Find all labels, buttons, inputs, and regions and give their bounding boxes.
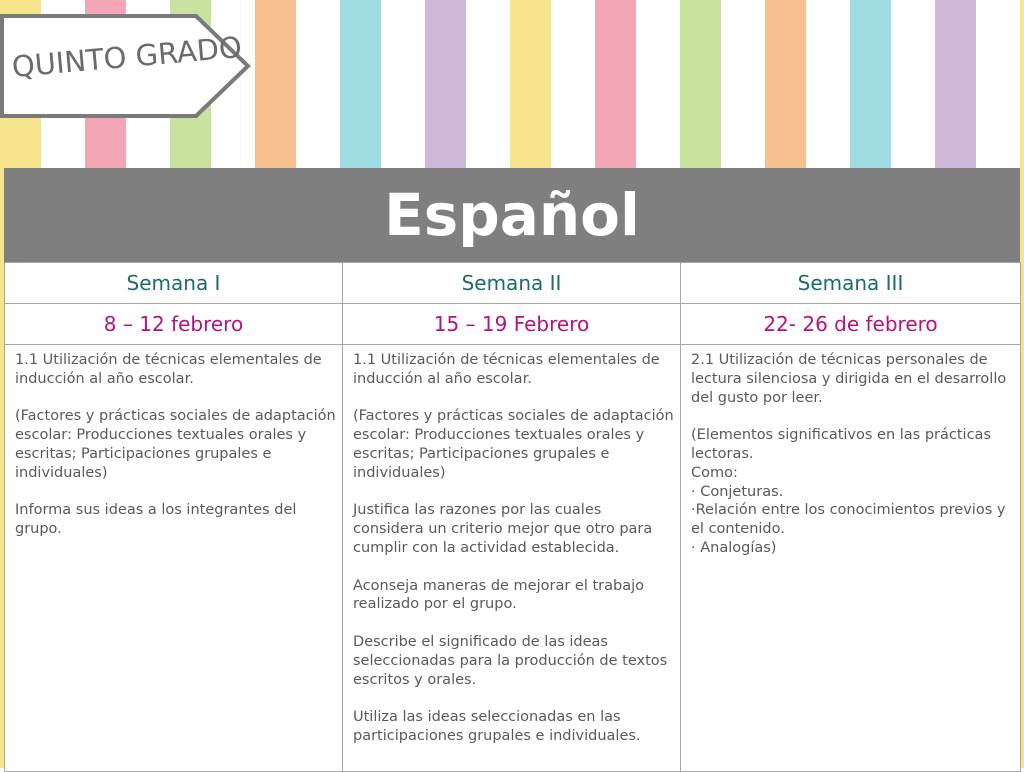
content-paragraph: (Elementos significativos en las prácticas lectoras. Como: · Conjeturas. ·Relación entre los conocimientos previos y el contenido. · Analogías) <box>691 427 1006 556</box>
content-paragraph: Aconseja maneras de mejorar el trabajo realizado por el grupo. <box>353 577 645 613</box>
week-dates-2: 15 – 19 Febrero <box>343 304 681 345</box>
dates-row <box>5 304 1021 345</box>
content-paragraph: (Factores y prácticas sociales de adaptación escolar: Producciones textuales orales y escritas; Participaciones grupales e individuales) <box>353 408 674 481</box>
grade-label: QUINTO GRADO <box>10 29 244 84</box>
content-paragraph: 1.1 Utilización de técnicas elementales de inducción al año escolar. <box>15 352 322 387</box>
content-paragraph: Informa sus ideas a los integrantes del grupo. <box>15 502 297 538</box>
week-header-3: Semana III <box>681 263 1021 304</box>
week-dates-3: 22- 26 de febrero <box>681 304 1021 345</box>
title-bar <box>4 168 1020 262</box>
content-paragraph: (Factores y prácticas sociales de adaptación escolar: Producciones textuales orales y escritas; Participaciones grupales e individuales) <box>15 408 336 481</box>
content-row <box>5 345 1021 772</box>
content-paragraph: Utiliza las ideas seleccionadas en las participaciones grupales e individuales. <box>353 709 641 744</box>
week-row <box>5 263 1021 304</box>
content-paragraph: 2.1 Utilización de técnicas personales de lectura silenciosa y dirigida en el desarrollo del gusto por leer. <box>691 352 1007 406</box>
week-content-1 <box>5 345 343 772</box>
week-content-3 <box>681 345 1021 772</box>
content-paragraph: 1.1 Utilización de técnicas elementales de inducción al año escolar. <box>353 352 660 387</box>
week-content-2 <box>343 345 681 772</box>
content-paragraph: Justifica las razones por las cuales considera un criterio mejor que otro para cumplir con la actividad establecida. <box>353 502 653 556</box>
subject-title: Español <box>384 181 640 249</box>
week-header-1: Semana I <box>5 263 343 304</box>
week-dates-1: 8 – 12 febrero <box>5 304 343 345</box>
week-header-2: Semana II <box>343 263 681 304</box>
content-paragraph: Describe el significado de las ideas seleccionadas para la producción de textos escritos y orales. <box>353 633 668 688</box>
weekly-plan-table <box>4 262 1021 772</box>
